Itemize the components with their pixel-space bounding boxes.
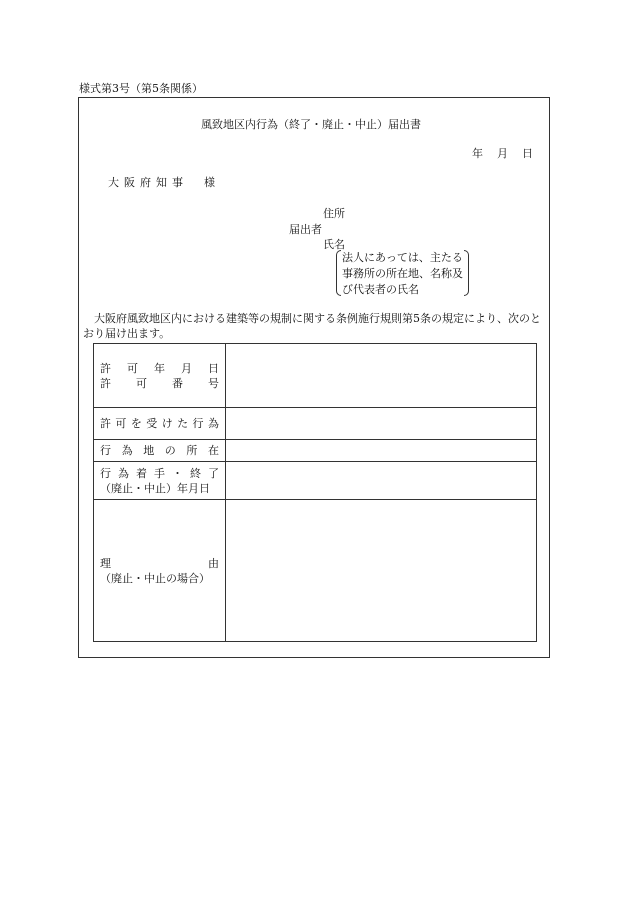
permit-labels-cell [94,344,226,408]
corporate-note-line: び代表者の氏名 [342,283,419,296]
permit-number-label: 許 可 番 号 [100,376,219,390]
act-dates-field[interactable] [226,462,537,500]
table-row [94,344,537,408]
reason-label-line1: 理 由 [100,556,219,570]
date-month-label: 月 [497,147,508,160]
act-location-label: 行 為 地 の 所 在 [100,444,219,457]
addressee: 大阪府知事 様 [108,176,220,189]
corporate-note-line: 事務所の所在地、名称及 [342,267,463,280]
table-row [94,408,537,440]
form-number: 様式第3号（第5条関係） [79,82,203,95]
reason-field[interactable] [226,500,537,642]
table-row [94,440,537,462]
permitted-act-label: 許 可 を 受 け た 行 為 [100,417,219,430]
table-row [94,462,537,500]
submission-date [472,145,533,161]
permitted-act-field[interactable] [226,408,537,440]
reporter-label: 届出者 [289,223,322,236]
act-dates-label-line1: 行 為 着 手 ・ 終 了 [100,466,219,480]
date-day-label: 日 [522,147,533,160]
permit-date-label: 許 可 年 月 日 [100,361,219,375]
date-year-label: 年 [472,147,483,160]
corporate-note [336,249,469,297]
permit-value-field[interactable] [226,344,537,408]
table-row [94,500,537,642]
reason-label-line2: （廃止・中止の場合） [100,571,210,585]
name-label: 氏名 [323,238,345,251]
statement-text: 大阪府風致地区内における建築等の規制に関する条例施行規則第5条の規定により、次のとおり届け出ます。 [83,312,541,340]
report-table [93,343,537,642]
document-title: 風致地区内行為（終了・廃止・中止）届出書 [201,118,421,131]
corporate-note-line: 法人にあっては、主たる [342,251,463,264]
act-location-field[interactable] [226,440,537,462]
act-dates-label-line2: （廃止・中止）年月日 [100,481,210,495]
address-label: 住所 [323,207,345,220]
